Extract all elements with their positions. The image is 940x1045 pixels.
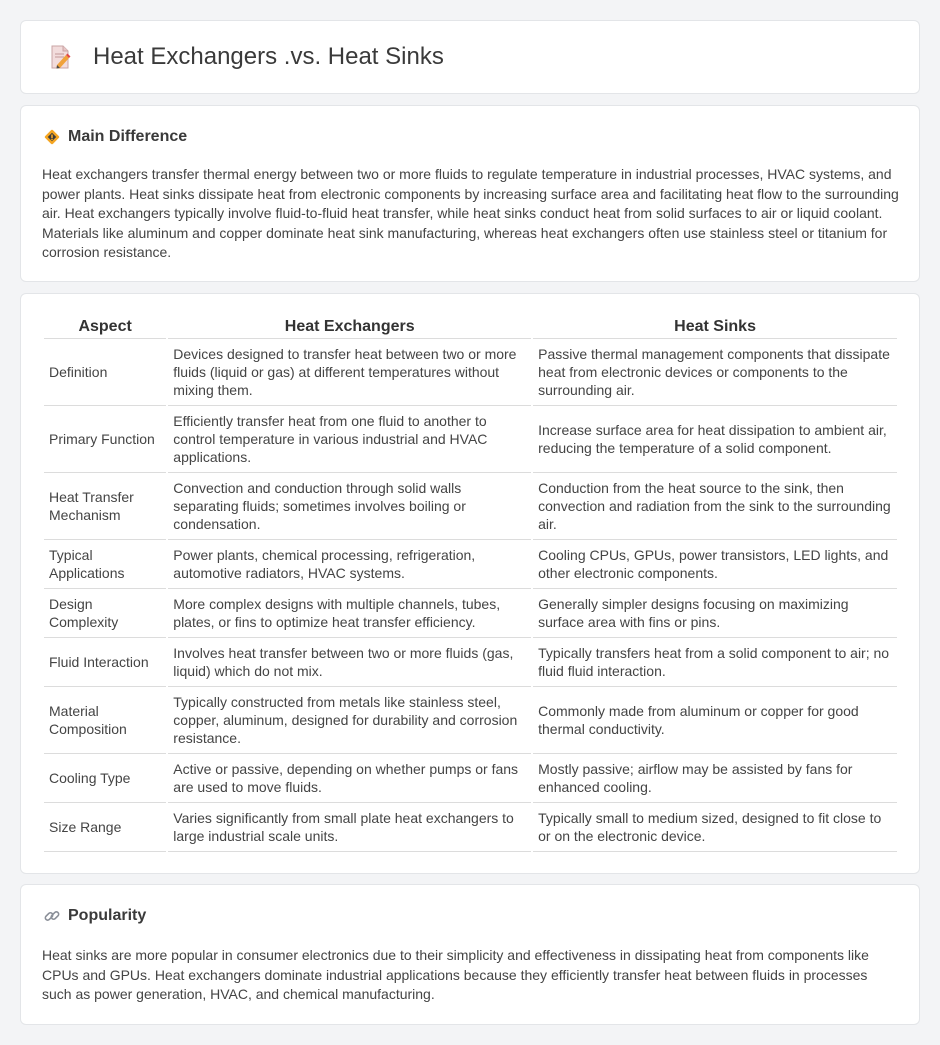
heat-exchangers-cell: Devices designed to transfer heat between two or more fluids (liquid or gas) at different temperatures without mixing them. xyxy=(168,339,531,406)
header-heat-exchangers: Heat Exchangers xyxy=(168,314,531,339)
comparison-table xyxy=(42,314,899,852)
aspect-cell: Cooling Type xyxy=(44,754,166,803)
heat-sinks-cell: Typically small to medium sized, designed to fit close to or on the electronic device. xyxy=(533,803,897,852)
aspect-cell: Design Complexity xyxy=(44,589,166,638)
heat-sinks-cell: Mostly passive; airflow may be assisted by fans for enhanced cooling. xyxy=(533,754,897,803)
title-card xyxy=(20,20,920,94)
heat-exchangers-cell: Convection and conduction through solid walls separating fluids; sometimes involves boiling or condensation. xyxy=(168,473,531,540)
aspect-cell: Typical Applications xyxy=(44,540,166,589)
link-icon xyxy=(43,907,61,925)
aspect-cell: Definition xyxy=(44,339,166,406)
table-row xyxy=(44,638,897,687)
main-difference-card xyxy=(20,105,920,282)
table-row xyxy=(44,339,897,406)
heat-exchangers-cell: Efficiently transfer heat from one fluid to another to control temperature in various industrial and HVAC applications. xyxy=(168,406,531,473)
table-row xyxy=(44,406,897,473)
main-difference-title: Main Difference xyxy=(68,128,188,145)
popularity-card xyxy=(20,884,920,1025)
heat-sinks-cell: Typically transfers heat from a solid component to air; no fluid fluid interaction. xyxy=(533,638,897,687)
heat-sinks-cell: Increase surface area for heat dissipation to ambient air, reducing the temperature of a solid component. xyxy=(533,406,897,473)
popularity-title: Popularity xyxy=(68,907,147,924)
diamond-warning-icon xyxy=(43,128,61,146)
heat-sinks-cell: Generally simpler designs focusing on maximizing surface area with fins or pins. xyxy=(533,589,897,638)
aspect-cell: Heat Transfer Mechanism xyxy=(44,473,166,540)
popularity-text: Heat sinks are more popular in consumer electronics due to their simplicity and effectiveness in dissipating heat from components like CPUs and GPUs. Heat exchangers dominate industrial applications because they efficiently transfer heat between fluids in processes such as power generation, HVAC, and chemical manufacturing. xyxy=(42,947,869,1002)
table-row xyxy=(44,540,897,589)
table-row xyxy=(44,754,897,803)
popularity-header xyxy=(43,907,146,925)
aspect-cell: Size Range xyxy=(44,803,166,852)
aspect-cell: Material Composition xyxy=(44,687,166,754)
heat-exchangers-cell: Power plants, chemical processing, refrigeration, automotive radiators, HVAC systems. xyxy=(168,540,531,589)
table-header-row xyxy=(44,314,897,339)
header-heat-sinks: Heat Sinks xyxy=(533,314,897,339)
table-row xyxy=(44,687,897,754)
comparison-card xyxy=(20,293,920,874)
main-difference-text: Heat exchangers transfer thermal energy between two or more fluids to regulate temperature in industrial processes, HVAC systems, and power plants. Heat sinks dissipate heat from electronic components by increasing surface area and facilitating heat flow to the surrounding air. Heat exchangers typically involve fluid-to-fluid heat transfer, while heat sinks conduct heat from solid surfaces to air or liquid coolant. Materials like aluminum and copper dominate heat sink manufacturing, whereas heat exchangers often use stainless steel or titanium for corrosion resistance. xyxy=(42,166,899,260)
heat-sinks-cell: Commonly made from aluminum or copper for good thermal conductivity. xyxy=(533,687,897,754)
table-row xyxy=(44,473,897,540)
heat-sinks-cell: Cooling CPUs, GPUs, power transistors, LED lights, and other electronic components. xyxy=(533,540,897,589)
heat-exchangers-cell: Varies significantly from small plate heat exchangers to large industrial scale units. xyxy=(168,803,531,852)
header-aspect: Aspect xyxy=(44,314,166,339)
aspect-cell: Fluid Interaction xyxy=(44,638,166,687)
title-row xyxy=(46,43,444,71)
heat-exchangers-cell: Typically constructed from metals like stainless steel, copper, aluminum, designed for durability and corrosion resistance. xyxy=(168,687,531,754)
heat-sinks-cell: Conduction from the heat source to the sink, then convection and radiation from the sink to the surrounding air. xyxy=(533,473,897,540)
heat-exchangers-cell: Involves heat transfer between two or more fluids (gas, liquid) which do not mix. xyxy=(168,638,531,687)
aspect-cell: Primary Function xyxy=(44,406,166,473)
document-pencil-icon xyxy=(46,43,74,71)
main-difference-header xyxy=(43,128,187,146)
page-title: Heat Exchangers .vs. Heat Sinks xyxy=(93,43,444,70)
table-row xyxy=(44,589,897,638)
table-row xyxy=(44,803,897,852)
heat-exchangers-cell: Active or passive, depending on whether pumps or fans are used to move fluids. xyxy=(168,754,531,803)
heat-exchangers-cell: More complex designs with multiple channels, tubes, plates, or fins to optimize heat transfer efficiency. xyxy=(168,589,531,638)
heat-sinks-cell: Passive thermal management components that dissipate heat from electronic devices or components to the surrounding air. xyxy=(533,339,897,406)
